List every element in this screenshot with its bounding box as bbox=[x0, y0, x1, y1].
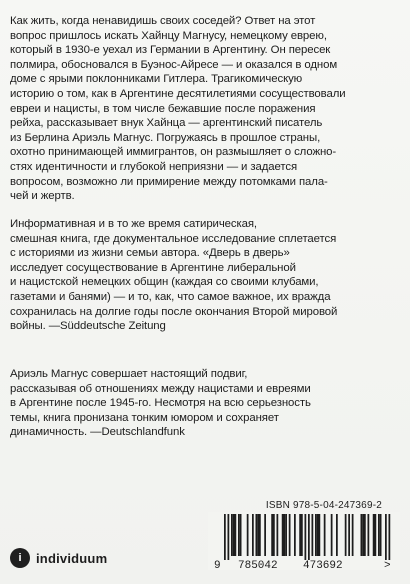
barcode-bar bbox=[336, 514, 338, 556]
barcode-bar bbox=[315, 514, 317, 556]
barcode-bar bbox=[331, 514, 333, 556]
barcode-marker: > bbox=[384, 560, 391, 570]
barcode-bar bbox=[228, 514, 230, 560]
barcode-bar bbox=[277, 514, 279, 556]
barcode-bar bbox=[319, 514, 321, 556]
barcode-left-digits: 785042 bbox=[238, 560, 278, 570]
barcode-bar bbox=[361, 514, 363, 556]
barcode-first-digit: 9 bbox=[214, 560, 221, 570]
barcode-bar bbox=[378, 514, 380, 556]
publisher-logo bbox=[10, 548, 107, 568]
barcode-bar bbox=[308, 514, 310, 560]
barcode-bar bbox=[282, 514, 284, 556]
barcode-bar bbox=[373, 514, 375, 556]
barcode-bar bbox=[299, 514, 301, 556]
barcode-bar bbox=[380, 514, 382, 556]
barcode-bar bbox=[352, 514, 354, 556]
barcode-bar bbox=[305, 514, 307, 560]
barcode-bar bbox=[312, 514, 314, 556]
barcode-bar bbox=[385, 514, 387, 560]
barcode-bar bbox=[257, 514, 259, 556]
barcode-bar bbox=[271, 514, 273, 556]
barcode-bar bbox=[362, 514, 364, 556]
barcode-bar bbox=[273, 514, 275, 556]
barcode-bar bbox=[301, 514, 303, 556]
barcode-bar bbox=[324, 514, 326, 556]
barcode-bar bbox=[256, 514, 258, 556]
barcode-bar bbox=[252, 514, 254, 556]
barcode-bar bbox=[285, 514, 287, 556]
review-paragraph-deutschlandfunk: Ариэль Магнус совершает настоящий подвиг, рассказывая об отношениях между нацистами и евреями в Аргентине после 1945-го. Несмотря на всю серьезность темы, книга пронизана тонким юмором и сохраняет динамичность. —Deutschlandfunk bbox=[10, 368, 311, 439]
barcode-bar bbox=[247, 514, 249, 556]
barcode-bar bbox=[231, 514, 233, 556]
barcode-bar bbox=[238, 514, 240, 556]
barcode-bar bbox=[289, 514, 291, 556]
barcode-bar bbox=[348, 514, 350, 556]
barcode-right-digits: 473692 bbox=[303, 560, 343, 570]
barcode bbox=[208, 512, 400, 570]
isbn-label: ISBN 978-5-04-247369-2 bbox=[265, 500, 382, 511]
barcode-bar bbox=[389, 514, 391, 560]
barcode-bar bbox=[235, 514, 237, 556]
barcode-bar bbox=[233, 514, 235, 556]
barcode-bar bbox=[240, 514, 242, 556]
barcode-bar bbox=[284, 514, 286, 556]
barcode-bar bbox=[368, 514, 370, 556]
barcode-bar bbox=[345, 514, 347, 556]
barcode-bar bbox=[364, 514, 366, 556]
description-paragraph: Как жить, когда ненавидишь своих соседей? Ответ на этот вопрос пришлось искать Хайнцу Магнусу, немецкому еврею, который в 1930-е уехал из Германии в Аргентину. Он пересек полмира, обосновался в Буэнос-Айресе — и оказался в одном доме с ярыми поклонниками Гитлера. Трагикомическую историю о том, как в Аргентине десятилетиями сосуществовали евреи и нацисты, в том числе бежавшие после поражения рейха, рассказывает внук Хайнца — аргентинский писатель из Берлина Ариэль Магнус. Погружаясь в прошлое страны, охотно принимающей иммигрантов, он размышляет о сложно- стях идентичности и глубокой неприязни — и задается вопросом, возможно ли примирение между потомками пала- чей и жертв. bbox=[10, 15, 346, 203]
barcode-bar bbox=[259, 514, 261, 556]
publisher-icon: i bbox=[10, 548, 30, 568]
barcode-bar bbox=[264, 514, 266, 556]
barcode-bar bbox=[317, 514, 319, 556]
barcode-bar bbox=[224, 514, 226, 560]
review-paragraph-suddeutsche: Информативная и в то же время сатирическая, смешная книга, где документальное исследование сплетается с историями из жизни семьи автора. «Дверь в дверь» исследует сосуществование в Аргентине либеральной и нацистской немецких общин (каждая со своими клубами, газетами и банями) — и то, как, что самое важное, их вражда сохранилась на долгие годы после окончания Второй мировой войны. —Süddeutsche Zeitung bbox=[10, 218, 338, 333]
barcode-bar bbox=[375, 514, 377, 556]
publisher-name: individuum bbox=[36, 550, 108, 566]
barcode-bar bbox=[294, 514, 296, 556]
